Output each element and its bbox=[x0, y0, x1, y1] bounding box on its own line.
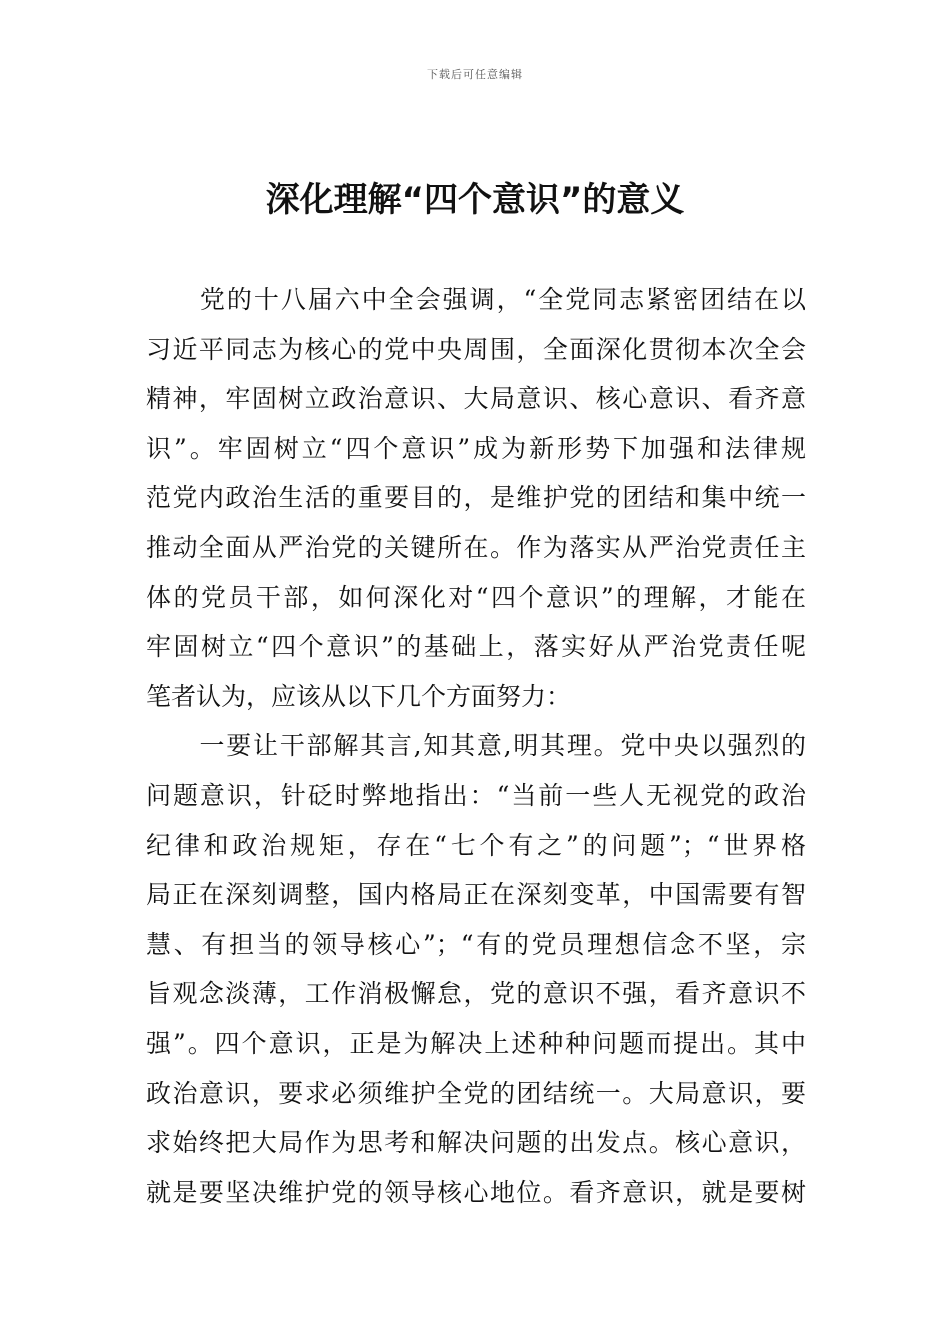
document-body bbox=[146, 275, 806, 1217]
body-line: 牢固树立“四个意识”的基础上，落实好从严治党责任呢 bbox=[146, 632, 806, 662]
body-line: 笔者认为，应该从以下几个方面努力： bbox=[146, 681, 572, 711]
body-line: 纪律和政治规矩，存在“七个有之”的问题”；“世界格 bbox=[146, 830, 806, 860]
header-note: 下载后可任意编辑 bbox=[427, 68, 523, 81]
body-line: 推动全面从严治党的关键所在。作为落实从严治党责任主 bbox=[146, 532, 806, 562]
body-line: 精神，牢固树立政治意识、大局意识、核心意识、看齐意 bbox=[146, 384, 806, 414]
body-line: 慧、有担当的领导核心”；“有的党员理想信念不坚，宗 bbox=[146, 929, 806, 959]
body-line: 体的党员干部，如何深化对“四个意识”的理解，才能在 bbox=[146, 582, 806, 612]
body-line: 问题意识，针砭时弊地指出：“当前一些人无视党的政治 bbox=[146, 780, 806, 810]
body-line: 就是要坚决维护党的领导核心地位。看齐意识，就是要树 bbox=[146, 1177, 806, 1207]
body-line: 旨观念淡薄，工作消极懈怠，党的意识不强，看齐意识不 bbox=[146, 979, 806, 1009]
body-line: 政治意识，要求必须维护全党的团结统一。大局意识，要 bbox=[146, 1078, 806, 1108]
body-line: 一要让干部解其言,知其意,明其理。党中央以强烈的 bbox=[146, 731, 806, 761]
body-line: 强”。四个意识，正是为解决上述种种问题而提出。其中 bbox=[146, 1028, 806, 1058]
body-line: 求始终把大局作为思考和解决问题的出发点。核心意识， bbox=[146, 1128, 806, 1158]
body-line: 习近平同志为核心的党中央周围，全面深化贯彻本次全会 bbox=[146, 334, 806, 364]
body-line: 局正在深刻调整，国内格局正在深刻变革，中国需要有智 bbox=[146, 880, 806, 910]
document-title: 深化理解“四个意识”的意义 bbox=[265, 180, 685, 220]
body-line: 范党内政治生活的重要目的，是维护党的团结和集中统一 bbox=[146, 483, 806, 513]
body-line: 识”。牢固树立“四个意识”成为新形势下加强和法律规 bbox=[146, 433, 806, 463]
body-line: 党的十八届六中全会强调，“全党同志紧密团结在以 bbox=[146, 285, 806, 314]
